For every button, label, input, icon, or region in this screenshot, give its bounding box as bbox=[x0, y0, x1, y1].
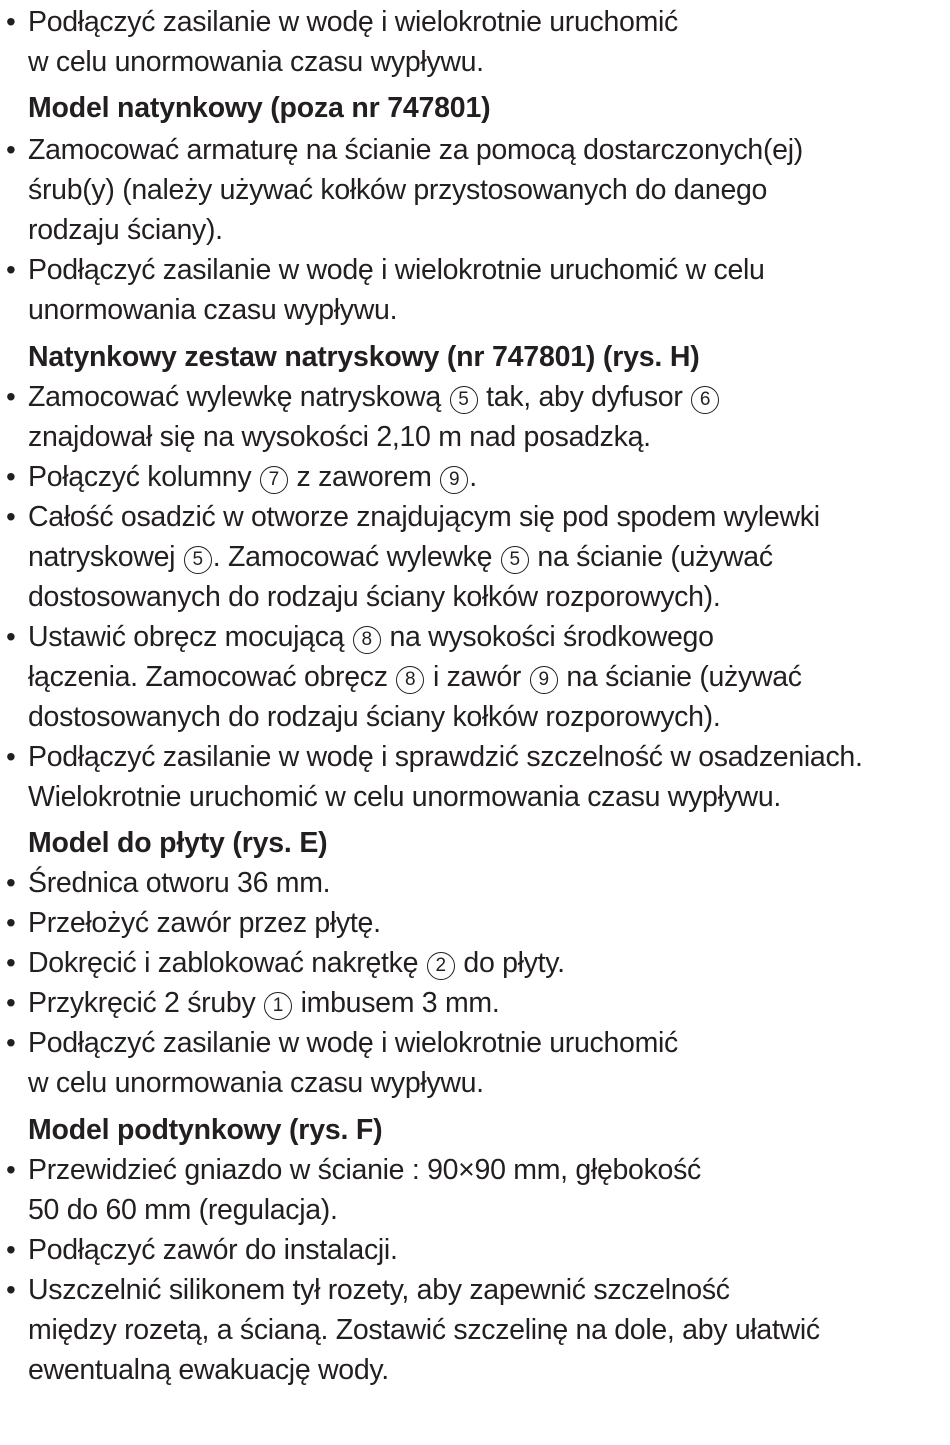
callout-number: 1 bbox=[264, 992, 292, 1020]
text-line: Średnica otworu 36 mm. bbox=[28, 867, 331, 899]
callout-number: 9 bbox=[440, 466, 468, 494]
text-segment: na wysokości środkowego bbox=[381, 621, 714, 653]
bullet-marker: • bbox=[6, 501, 16, 532]
text-line bbox=[28, 657, 802, 697]
section-heading: Natynkowy zestaw natryskowy (nr 747801) (rys. H) bbox=[28, 341, 700, 373]
text-line: Całość osadzić w otworze znajdującym się pod spodem wylewki bbox=[28, 501, 820, 533]
text-segment: Połączyć kolumny bbox=[28, 461, 259, 493]
section-heading: Model do płyty (rys. E) bbox=[28, 827, 328, 859]
bullet-marker: • bbox=[6, 741, 16, 772]
text-segment: . bbox=[469, 461, 477, 493]
text-line: znajdował się na wysokości 2,10 m nad posadzką. bbox=[28, 421, 651, 453]
bullet-marker: • bbox=[6, 867, 16, 898]
callout-number: 2 bbox=[427, 952, 455, 980]
text-line: śrub(y) (należy używać kołków przystosowanych do danego bbox=[28, 174, 768, 206]
text-line: 50 do 60 mm (regulacja). bbox=[28, 1194, 338, 1226]
text-line bbox=[28, 943, 565, 983]
text-segment: Przykręcić 2 śruby bbox=[28, 987, 264, 1019]
callout-number: 6 bbox=[691, 386, 719, 414]
bullet-marker: • bbox=[6, 1274, 16, 1305]
text-line: Podłączyć zawór do instalacji. bbox=[28, 1234, 398, 1266]
callout-number: 7 bbox=[260, 466, 288, 494]
text-segment: Zamocować wylewkę natryskową bbox=[28, 381, 449, 413]
text-segment: na ścianie (używać bbox=[529, 541, 773, 573]
callout-number: 5 bbox=[450, 386, 478, 414]
text-line: ewentualną ewakuację wody. bbox=[28, 1354, 389, 1386]
bullet-marker: • bbox=[6, 6, 16, 37]
text-line: Uszczelnić silikonem tył rozety, aby zapewnić szczelność bbox=[28, 1274, 730, 1306]
bullet-marker: • bbox=[6, 134, 16, 165]
text-segment: i zawór bbox=[425, 661, 529, 693]
text-line: Podłączyć zasilanie w wodę i wielokrotnie uruchomić bbox=[28, 6, 678, 38]
bullet-marker: • bbox=[6, 381, 16, 412]
callout-number: 9 bbox=[530, 666, 558, 694]
text-line bbox=[28, 983, 499, 1023]
text-line: unormowania czasu wypływu. bbox=[28, 294, 398, 326]
text-segment: Dokręcić i zablokować nakrętkę bbox=[28, 947, 426, 979]
text-line bbox=[28, 457, 477, 497]
text-line: Wielokrotnie uruchomić w celu unormowania czasu wypływu. bbox=[28, 781, 782, 813]
callout-number: 5 bbox=[184, 546, 212, 574]
text-line bbox=[28, 537, 773, 577]
text-segment: natryskowej bbox=[28, 541, 183, 573]
bullet-marker: • bbox=[6, 461, 16, 492]
text-line: Przełożyć zawór przez płytę. bbox=[28, 907, 381, 939]
text-line: Podłączyć zasilanie w wodę i wielokrotnie uruchomić w celu bbox=[28, 254, 765, 286]
text-line: rodzaju ściany). bbox=[28, 214, 223, 246]
text-segment: na ścianie (używać bbox=[558, 661, 802, 693]
bullet-marker: • bbox=[6, 254, 16, 285]
bullet-marker: • bbox=[6, 907, 16, 938]
text-line bbox=[28, 617, 714, 657]
text-segment: Ustawić obręcz mocującą bbox=[28, 621, 352, 653]
callout-number: 5 bbox=[501, 546, 529, 574]
text-line: Podłączyć zasilanie w wodę i wielokrotnie uruchomić bbox=[28, 1027, 678, 1059]
bullet-marker: • bbox=[6, 621, 16, 652]
bullet-marker: • bbox=[6, 987, 16, 1018]
text-line: dostosowanych do rodzaju ściany kołków rozporowych). bbox=[28, 581, 721, 613]
bullet-marker: • bbox=[6, 1234, 16, 1265]
text-segment: do płyty. bbox=[455, 947, 565, 979]
bullet-marker: • bbox=[6, 1027, 16, 1058]
text-line: Zamocować armaturę na ścianie za pomocą dostarczonych(ej) bbox=[28, 134, 803, 166]
bullet-marker: • bbox=[6, 1154, 16, 1185]
text-line bbox=[28, 377, 720, 417]
text-line: w celu unormowania czasu wypływu. bbox=[28, 46, 484, 78]
text-segment: z zaworem bbox=[288, 461, 440, 493]
text-segment: łączenia. Zamocować obręcz bbox=[28, 661, 396, 693]
text-segment: tak, aby dyfusor bbox=[478, 381, 691, 413]
text-line: Przewidzieć gniazdo w ścianie : 90×90 mm, głębokość bbox=[28, 1154, 702, 1186]
bullet-marker: • bbox=[6, 947, 16, 978]
text-line: w celu unormowania czasu wypływu. bbox=[28, 1067, 484, 1099]
callout-number: 8 bbox=[396, 666, 424, 694]
text-line: między rozetą, a ścianą. Zostawić szczelinę na dole, aby ułatwić bbox=[28, 1314, 820, 1346]
callout-number: 8 bbox=[353, 626, 381, 654]
text-segment: imbusem 3 mm. bbox=[293, 987, 500, 1019]
section-heading: Model natynkowy (poza nr 747801) bbox=[28, 92, 491, 124]
text-line: Podłączyć zasilanie w wodę i sprawdzić szczelność w osadzeniach. bbox=[28, 741, 863, 773]
text-line: dostosowanych do rodzaju ściany kołków rozporowych). bbox=[28, 701, 721, 733]
text-segment: . Zamocować wylewkę bbox=[212, 541, 500, 573]
section-heading: Model podtynkowy (rys. F) bbox=[28, 1114, 383, 1146]
